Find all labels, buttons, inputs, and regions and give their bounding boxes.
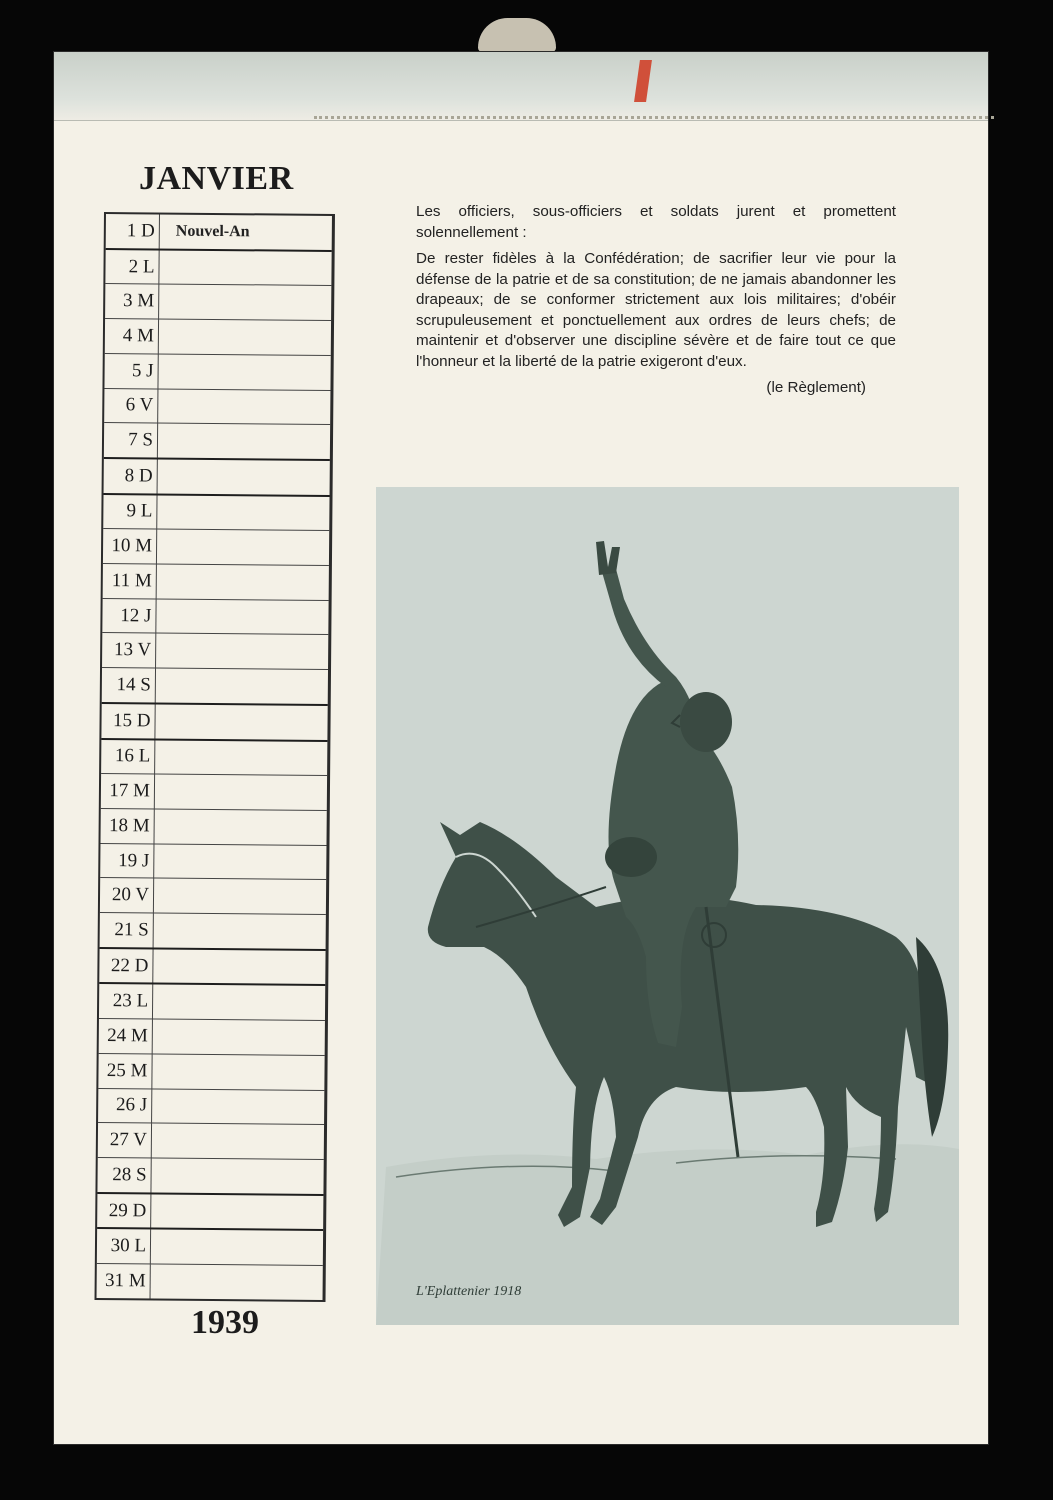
day-row [104,354,330,391]
calendar-hanger [478,18,556,52]
day-row [101,740,327,777]
day-row [98,1054,324,1091]
day-row [104,459,330,497]
day-label: 10 M [103,529,157,563]
day-label: 9 L [103,495,157,529]
illustration-panel [376,487,959,1325]
day-row [99,949,325,987]
horseman-drawing [376,487,959,1325]
day-row [102,599,328,636]
day-label: 28 S [97,1158,151,1192]
day-row [105,284,331,321]
day-row [97,1158,323,1196]
day-list [95,212,335,1302]
day-label: 4 M [105,319,159,353]
day-row [98,1123,324,1160]
oath-intro: Les officiers, sous-officiers et soldats jurent et promettent solennellement : [416,203,896,241]
day-label: 31 M [97,1264,151,1298]
day-label: 14 S [102,668,156,702]
year-label: 1939 [191,1304,259,1341]
day-label: 16 L [101,740,155,774]
day-label: 20 V [100,878,154,912]
perforation-line [314,116,994,119]
day-label: 1 D [106,214,160,248]
day-row [102,633,328,670]
day-label: 12 J [102,599,156,633]
day-label: 26 J [98,1089,152,1123]
oath-text-block [416,202,896,399]
day-row [99,1019,325,1056]
day-row [105,250,331,287]
day-row [97,1194,323,1232]
day-label: 29 D [97,1194,151,1228]
day-label: 24 M [99,1019,153,1053]
day-row [99,984,325,1021]
day-label: 21 S [100,913,154,947]
day-label: 6 V [104,389,158,423]
bookmark-ribbon [634,60,652,102]
day-row [103,495,329,532]
day-row [100,913,326,951]
oath-body: De rester fidèles à la Confédération; de sacrifier leur vie pour la défense de la patrie et de sa constitution; de ne jamais abandonner les drapeaux; de se conformer strictement aux lois militaires; d'obéir scrupuleusement et ponctuellement aux ordres de leurs chefs; de maintenir et d'observer une discipline sévère et de faire tout ce que l'honneur et la liberté de la patrie exigeront d'eux. [416,250,896,370]
day-label: 7 S [104,423,158,457]
day-label: 3 M [105,284,159,318]
day-note: Nouvel-An [175,222,250,241]
day-label: 2 L [105,250,159,284]
day-row [103,564,329,601]
day-label: 8 D [104,459,158,493]
month-title: JANVIER [139,160,294,197]
day-row [97,1229,323,1266]
rider-raised-arm [602,569,676,687]
day-row [105,319,331,356]
day-label: 23 L [99,984,153,1018]
day-label: 18 M [100,809,154,843]
calendar-page [54,52,988,1444]
day-row [100,878,326,915]
day-row [104,389,330,426]
day-row [102,668,328,706]
day-row [103,529,329,566]
saddle-pack [605,837,657,877]
day-row [98,1089,324,1126]
day-row [106,214,332,252]
day-label: 11 M [103,564,157,598]
day-row [100,844,326,881]
day-row [104,423,330,461]
calendar-binding-strip [54,52,988,121]
day-row [101,704,327,742]
rider-raised-fingers [596,541,620,575]
rider-head [680,692,732,752]
day-label: 17 M [101,774,155,808]
day-row [101,774,327,811]
artist-signature: L'Eplattenier 1918 [416,1284,522,1299]
day-label: 19 J [100,844,154,878]
day-row [100,809,326,846]
day-label: 15 D [101,704,155,738]
day-label: 30 L [97,1229,151,1263]
day-row [97,1264,323,1300]
day-label: 25 M [98,1054,152,1088]
day-label: 5 J [104,354,158,388]
oath-source: (le Règlement) [766,379,866,396]
day-label: 22 D [99,949,153,983]
day-label: 27 V [98,1123,152,1157]
day-label: 13 V [102,633,156,667]
